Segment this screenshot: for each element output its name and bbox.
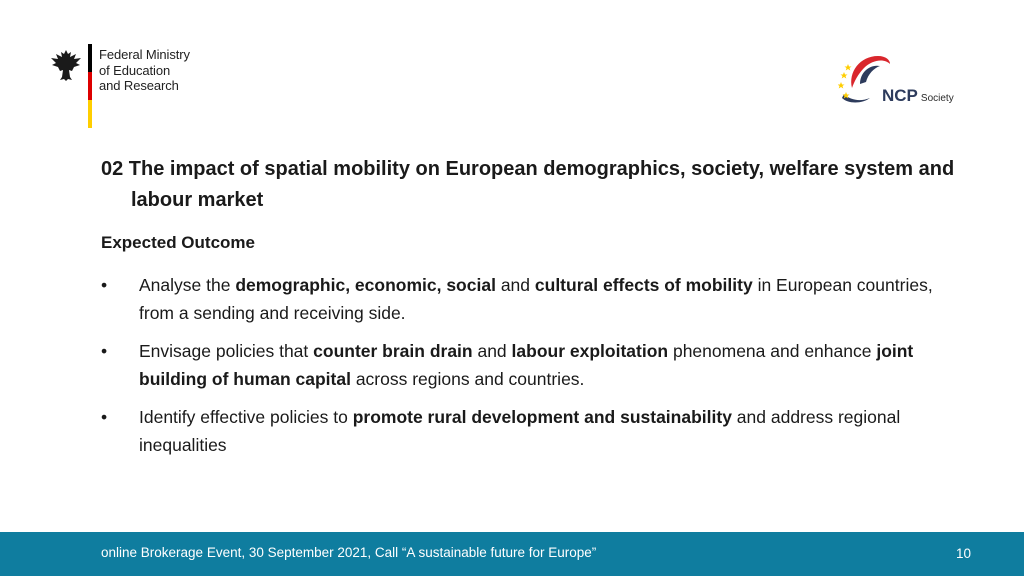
ministry-name-line-1: Federal Ministry (99, 47, 190, 62)
bullet-item (101, 338, 961, 393)
bullet-text: and (495, 275, 535, 295)
bullet-text: in European countries, from a sending and receiving side. (139, 275, 933, 323)
bullet-bold-text: cultural effects of mobility (534, 275, 753, 295)
bullet-text: across regions and countries. (350, 368, 585, 389)
ncp-logo-text (882, 86, 954, 106)
bullet-text: phenomena and enhance (668, 341, 877, 361)
bullet-bold-text: joint building of human capital (139, 341, 914, 389)
bullet-item (101, 404, 961, 459)
ministry-name-line-3: and Research (99, 78, 179, 93)
bullet-icon: • (101, 407, 108, 427)
bullet-bold-text: labour exploitation (511, 341, 669, 361)
bullet-text: Identify effective policies to (139, 407, 353, 427)
ministry-logo (50, 44, 220, 132)
bullet-bold-text: demographic, economic, social (235, 275, 496, 295)
bullet-icon: • (101, 275, 108, 295)
bullet-list (101, 272, 961, 470)
ncp-logo-name: NCP (882, 86, 918, 105)
bullet-text: and address regional inequalities (139, 407, 901, 455)
footer-bar (0, 532, 1024, 576)
ncp-logo-suffix: Society (920, 93, 954, 104)
page-number: 10 (955, 546, 971, 561)
german-flag-stripe (88, 44, 92, 128)
section-subheading: Expected Outcome (101, 233, 255, 252)
footer-event-text: online Brokerage Event, 30 September 2021, Call “A sustainable future for Europe” (101, 545, 597, 560)
bullet-text: and (472, 341, 512, 361)
ministry-name (99, 47, 190, 94)
bullet-text: Envisage policies that (139, 341, 314, 361)
bullet-text: Analyse the (139, 275, 236, 295)
ministry-name-line-2: of Education (99, 62, 171, 78)
bullet-icon: • (101, 341, 108, 361)
ncp-society-logo (838, 50, 968, 110)
bullet-bold-text: promote rural development and sustainability (352, 407, 732, 427)
bullet-item (101, 272, 961, 327)
slide-title: 02 The impact of spatial mobility on European demographics, society, welfare system and labour market (101, 158, 955, 211)
federal-eagle-icon (50, 48, 82, 82)
bullet-bold-text: counter brain drain (313, 341, 473, 361)
